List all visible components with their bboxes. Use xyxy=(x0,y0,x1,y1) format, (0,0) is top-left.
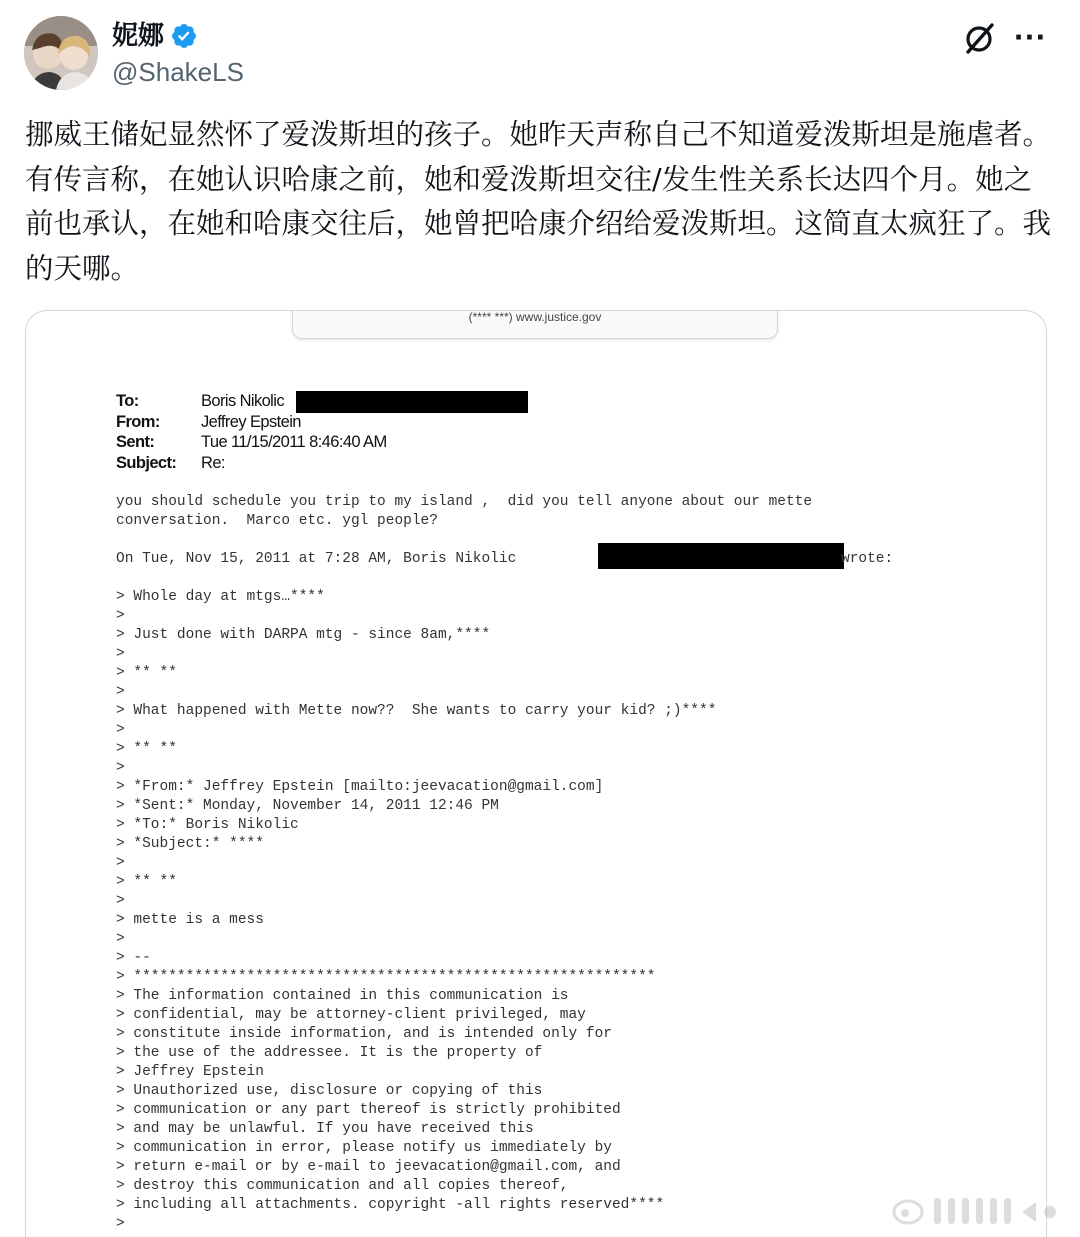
email-body-line: > *Sent:* Monday, November 14, 2011 12:46 PM xyxy=(116,798,499,814)
author-handle[interactable]: @ShakeLS xyxy=(112,57,244,87)
weibo-watermark-icon xyxy=(890,1192,1070,1228)
email-body-line: > xyxy=(116,1216,125,1232)
email-body-line: > xyxy=(116,646,125,662)
email-body-line: > *Subject:* **** xyxy=(116,836,264,852)
email-sent-row xyxy=(116,432,387,452)
email-body-line: > including all attachments. copyright -all rights reserved**** xyxy=(116,1197,665,1213)
email-body-line: > the use of the addressee. It is the property of xyxy=(116,1045,543,1061)
email-body-line: > xyxy=(116,931,125,947)
tweet-text: 挪威王储妃显然怀了爱泼斯坦的孩子。她昨天声称自己不知道爱泼斯坦是施虐者。有传言称，在她认识哈康之前，她和爱泼斯坦交往/发生性关系长达四个月。她之前也承认，在她和哈康交往后，她曾把哈康介绍给爱泼斯坦。这简直太疯狂了。我的天哪。 xyxy=(25,118,1052,285)
email-body-line: > xyxy=(116,608,125,624)
email-body-line: > xyxy=(116,855,125,871)
url-text: (**** ***) www.justice.gov xyxy=(468,310,602,324)
email-subject-row xyxy=(116,453,225,473)
email-body-line: > xyxy=(116,893,125,909)
email-subject-value: Re: xyxy=(201,454,225,472)
email-body-line: > communication or any part thereof is strictly prohibited xyxy=(116,1102,621,1118)
email-body-line: > return e-mail or by e-mail to jeevacation@gmail.com, and xyxy=(116,1159,621,1175)
email-subject-label: Subject: xyxy=(116,454,177,472)
email-body-line: > -- xyxy=(116,950,151,966)
email-body-line: > communication in error, please notify us immediately by xyxy=(116,1140,612,1156)
author-name-row xyxy=(112,18,198,54)
email-body-line: > xyxy=(116,722,125,738)
email-body-line: > Just done with DARPA mtg - since 8am,**** xyxy=(116,627,491,643)
email-sent-value: Tue 11/15/2011 8:46:40 AM xyxy=(201,433,387,451)
email-body-line: > constitute inside information, and is intended only for xyxy=(116,1026,612,1042)
email-to-row xyxy=(116,391,284,411)
redaction-bar xyxy=(296,391,528,413)
display-name[interactable]: 妮娜 xyxy=(112,21,165,51)
email-body-line: > ************************************************************ xyxy=(116,969,656,985)
email-sent-label: Sent: xyxy=(116,433,155,451)
email-body-line: > ** ** xyxy=(116,874,177,890)
email-from-row xyxy=(116,412,301,432)
attached-image[interactable] xyxy=(25,310,1047,1237)
avatar[interactable] xyxy=(24,16,98,90)
email-body-line: > Whole day at mtgs…**** xyxy=(116,589,325,605)
avatar-photo xyxy=(24,16,98,90)
email-body-line: > Jeffrey Epstein xyxy=(116,1064,264,1080)
email-body-line: conversation. Marco etc. ygl people? xyxy=(116,513,438,529)
email-body-line: > destroy this communication and all copies thereof, xyxy=(116,1178,569,1194)
redaction-bar xyxy=(598,543,844,569)
url-bar xyxy=(292,310,778,339)
email-body-line: > The information contained in this communication is xyxy=(116,988,569,1004)
email-from-value: Jeffrey Epstein xyxy=(201,413,301,431)
email-body-line: > What happened with Mette now?? She wants to carry your kid? ;)**** xyxy=(116,703,717,719)
email-to-value: Boris Nikolic xyxy=(201,392,284,410)
email-body-line: > and may be unlawful. If you have received this xyxy=(116,1121,534,1137)
email-body-line: > ** ** xyxy=(116,665,177,681)
email-body-line: > confidential, may be attorney-client privileged, may xyxy=(116,1007,586,1023)
email-body-line: > mette is a mess xyxy=(116,912,264,928)
email-body-line: > xyxy=(116,760,125,776)
email-body-line: > ** ** xyxy=(116,741,177,757)
email-body-line: > xyxy=(116,684,125,700)
email-body-line: > *From:* Jeffrey Epstein [mailto:jeevacation@gmail.com] xyxy=(116,779,604,795)
email-body-line: > Unauthorized use, disclosure or copying of this xyxy=(116,1083,543,1099)
email-body-line: > *To:* Boris Nikolic xyxy=(116,817,299,833)
email-quote-attribution-end: wrote: xyxy=(841,551,894,567)
email-body-line: you should schedule you trip to my island , did you tell anyone about our mette xyxy=(116,494,813,510)
email-to-label: To: xyxy=(116,392,139,410)
grok-icon[interactable] xyxy=(962,20,998,56)
verified-badge-icon[interactable] xyxy=(170,22,198,50)
email-from-label: From: xyxy=(116,413,160,431)
email-quote-attribution: On Tue, Nov 15, 2011 at 7:28 AM, Boris Nikolic xyxy=(116,551,517,567)
more-options-button[interactable]: ··· xyxy=(1013,23,1047,53)
